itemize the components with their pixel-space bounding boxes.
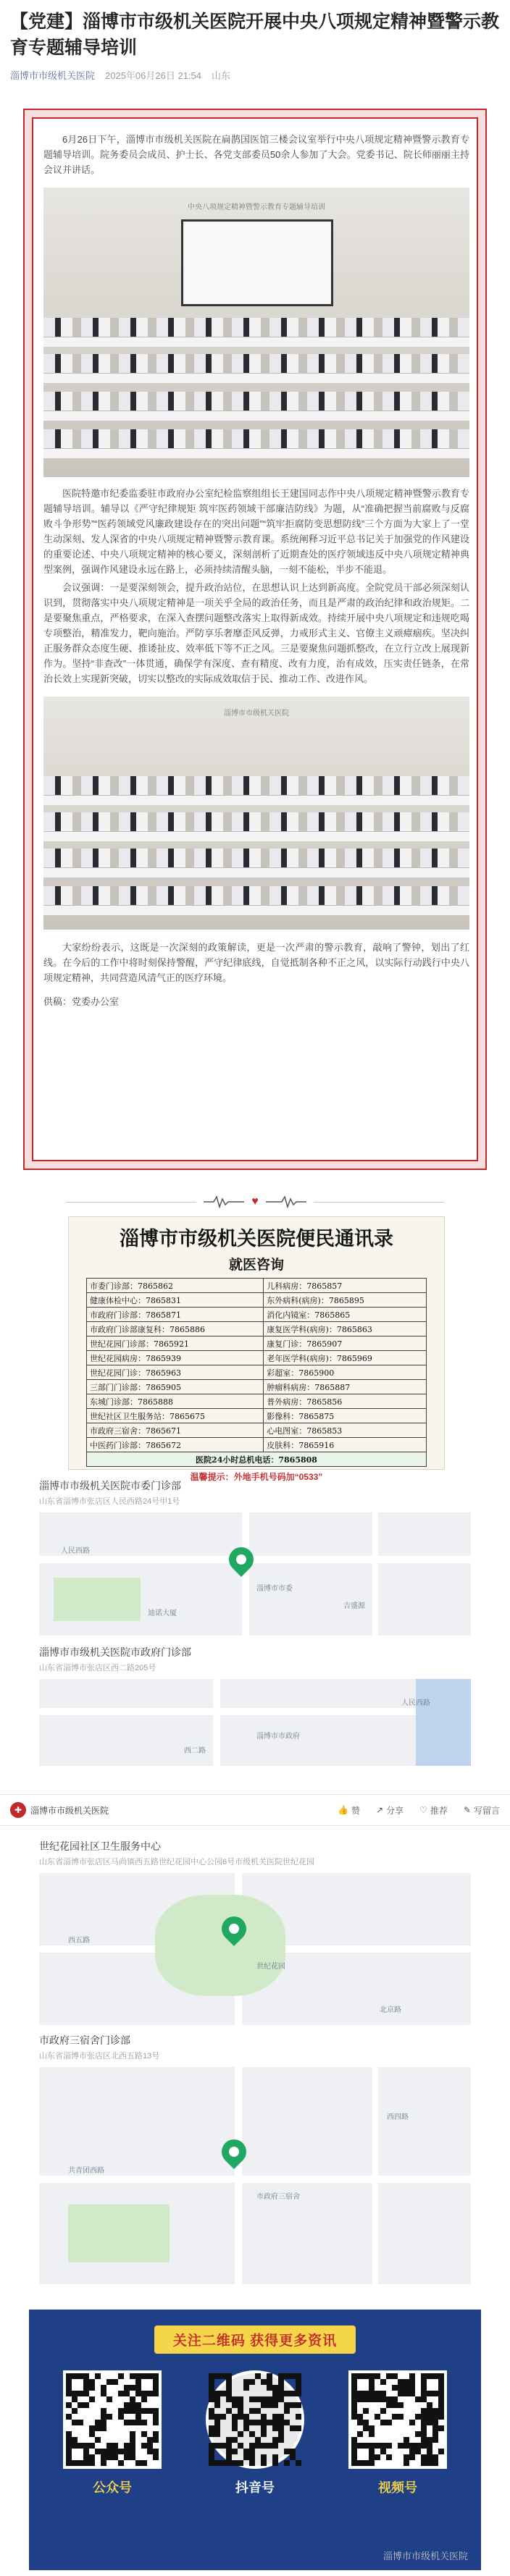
directory-cell: 彩超室：7865900 bbox=[264, 1365, 427, 1380]
map-label: 人民西路 bbox=[401, 1699, 430, 1707]
qr-code-icon[interactable] bbox=[348, 2370, 447, 2469]
comment-button[interactable]: ✎ 写留言 bbox=[463, 1805, 500, 1816]
directory-row bbox=[87, 1337, 427, 1351]
like-button[interactable]: 👍 赞 bbox=[338, 1805, 361, 1816]
directory-cell: 市政府三宿舍：7865671 bbox=[87, 1423, 264, 1438]
share-bar-account[interactable]: 淄博市市级机关医院 bbox=[30, 1805, 109, 1816]
directory-row bbox=[87, 1293, 427, 1308]
article-share-bar bbox=[0, 1794, 510, 1826]
directory-row bbox=[87, 1394, 427, 1409]
directory-cell: 市政府门诊部康复科：7865886 bbox=[87, 1322, 264, 1337]
heart-icon: ♥ bbox=[251, 1195, 259, 1208]
qr-pattern bbox=[209, 2373, 301, 2466]
qr-label: 公众号 bbox=[93, 2480, 132, 2495]
qr-label: 抖音号 bbox=[235, 2480, 275, 2495]
map-view[interactable] bbox=[39, 1512, 471, 1636]
article-header bbox=[0, 0, 510, 80]
map-label: 世纪花园 bbox=[256, 1963, 285, 1971]
directory-footer: 温馨提示：外地手机号码加“0533” bbox=[190, 1472, 323, 1482]
directory-row bbox=[87, 1365, 427, 1380]
recommend-button[interactable]: ♡ 推荐 bbox=[419, 1805, 448, 1816]
qr-pattern bbox=[351, 2373, 444, 2466]
map-label: 淄博市市政府 bbox=[256, 1733, 300, 1741]
map-label: 北京路 bbox=[380, 2006, 401, 2014]
map-label: 西五路 bbox=[68, 1937, 90, 1945]
map-label: 西二路 bbox=[184, 1747, 206, 1755]
hospital-logo-icon: ✚ bbox=[10, 1802, 26, 1818]
directory-subtitle: 就医咨询 bbox=[228, 1257, 284, 1273]
directory-row bbox=[87, 1351, 427, 1365]
qr-heading: 关注二维码 获得更多资讯 bbox=[29, 2325, 481, 2354]
directory-cell: 市政府门诊部：7865871 bbox=[87, 1308, 264, 1322]
directory-cell: 心电图室：7865853 bbox=[264, 1423, 427, 1438]
directory-row bbox=[87, 1423, 427, 1438]
map-card-2[interactable] bbox=[39, 1645, 471, 1766]
map-view[interactable] bbox=[39, 2067, 471, 2284]
directory-cell: 三部门门诊部：7865905 bbox=[87, 1380, 264, 1394]
share-button[interactable]: ↗ 分享 bbox=[376, 1805, 404, 1816]
publish-date: 2025年06月26日 21:54 bbox=[105, 70, 201, 81]
directory-title: 淄博市市级机关医院便民通讯录 bbox=[120, 1228, 393, 1250]
directory-cell: 健康体检中心：7865831 bbox=[87, 1293, 264, 1308]
directory-cell: 消化内镜室：7865865 bbox=[264, 1308, 427, 1322]
map-label: 迪诺大厦 bbox=[148, 1609, 177, 1617]
directory-row bbox=[87, 1279, 427, 1293]
map-location-address: 山东省淄博市张店区西二路205号 bbox=[39, 1664, 156, 1672]
heartbeat-icon bbox=[204, 1195, 244, 1209]
meeting-photo-1 bbox=[43, 188, 469, 477]
article-body bbox=[43, 132, 469, 1149]
map-location-address: 山东省淄博市张店区马尚镇西五路世纪花园中心公园6号市级机关医院世纪花园 bbox=[39, 1858, 315, 1866]
projector-screen bbox=[181, 219, 333, 306]
heart-outline-icon: ♡ bbox=[419, 1805, 427, 1815]
directory-cell: 康复医学科(病房)：7865863 bbox=[264, 1322, 427, 1337]
directory-cell: 东外病科(病房)：7865895 bbox=[264, 1293, 427, 1308]
directory-row bbox=[87, 1380, 427, 1394]
qr-video-account[interactable] bbox=[343, 2370, 452, 2496]
map-label: 市政府三宿舍 bbox=[256, 2193, 300, 2201]
hotline-row bbox=[87, 1452, 427, 1467]
map-location-name: 淄博市市级机关医院市政府门诊部 bbox=[39, 1646, 191, 1658]
contributor-signoff: 供稿：党委办公室 bbox=[43, 996, 120, 1007]
directory-cell: 东城门诊部：7865888 bbox=[87, 1394, 264, 1409]
map-label: 人民西路 bbox=[61, 1547, 90, 1555]
paragraph-conclusion: 大家纷纷表示，这既是一次深刻的政策解读，更是一次严肃的警示教育，敲响了警钟，划出了红线。在今后的工作中将时刻保持警醒，严守纪律底线，自觉抵制各种不正之风，以实际行动践行中央八项规定精神，共同营造风清气正的医疗环境。 bbox=[43, 942, 469, 983]
directory-cell: 儿科病房：7865857 bbox=[264, 1279, 427, 1293]
photo-wall-caption: 中央八项规定精神暨警示教育专题辅导培训 bbox=[188, 203, 325, 211]
map-card-3[interactable] bbox=[39, 1839, 471, 2025]
comment-icon: ✎ bbox=[463, 1805, 471, 1815]
phone-table bbox=[86, 1278, 427, 1467]
directory-cell: 影像科：7865875 bbox=[264, 1409, 427, 1423]
qr-code-icon[interactable] bbox=[206, 2370, 304, 2469]
directory-row bbox=[87, 1409, 427, 1423]
directory-cell: 中医药门诊部：7865672 bbox=[87, 1438, 264, 1452]
qr-pattern bbox=[66, 2373, 159, 2466]
account-name-link[interactable]: 淄博市市级机关医院 bbox=[10, 70, 96, 81]
section-divider bbox=[0, 1187, 510, 1216]
meeting-photo-2 bbox=[43, 696, 469, 930]
qr-official-account[interactable] bbox=[58, 2370, 167, 2496]
qr-label: 视频号 bbox=[378, 2480, 417, 2495]
map-view[interactable] bbox=[39, 1873, 471, 2025]
paragraph-intro: 6月26日下午，淄博市市级机关医院在扁鹊国医馆三楼会议室举行中央八项规定精神暨警示教育专题辅导培训。院务委员会成员、护士长、各党支部委员50余人参加了大会。党委书记、院长师丽丽主持会议并讲话。 bbox=[43, 134, 469, 175]
map-label: 吉盛源 bbox=[343, 1602, 365, 1610]
paragraph-emphasis: 会议强调：一是要深刻领会，提升政治站位，在思想认识上达到新高度。全院党员干部必须深刻认识到，贯彻落实中央八项规定精神是一项关乎全局的政治任务，而且是严肃的政治纪律和政治规矩。二是要聚焦重点，严格要求，在深入查摆问题整改落实上取得新成效。持续开展中央八项规定和违规吃喝专项整治，精准发力，靶向施治。严防享乐奢靡歪风反弹，力戒形式主义、官僚主义顽瘴痼疾。坚决纠正服务群众态度生硬、推诿扯皮、效率低下等不正之风。三是要聚焦问题抓整改，在立行立改上展现新作为。坚持“非查改”一体贯通，确保学有深度、查有精度、改有力度，治有成效，压实责任链条，在常治长效上实现新突破，切实以整改的实际成效取信于民、推动工作、改进作风。 bbox=[43, 582, 469, 684]
photo-wall-caption-2: 淄博市市级机关医院 bbox=[224, 710, 289, 717]
map-location-name: 淄博市市级机关医院市委门诊部 bbox=[39, 1480, 181, 1491]
location-pin-icon[interactable] bbox=[217, 2134, 251, 2169]
directory-row bbox=[87, 1322, 427, 1337]
map-location-address: 山东省淄博市张店区北西五路13号 bbox=[39, 2052, 160, 2061]
map-label: 共青团西路 bbox=[68, 2167, 104, 2175]
directory-cell: 世纪花园门诊：7865963 bbox=[87, 1365, 264, 1380]
map-card-4[interactable] bbox=[39, 2033, 471, 2284]
article-meta bbox=[10, 68, 500, 82]
qr-code-icon[interactable] bbox=[63, 2370, 162, 2469]
contact-directory bbox=[68, 1216, 445, 1482]
directory-cell: 世纪花园门诊部：7865921 bbox=[87, 1337, 264, 1351]
directory-cell: 康复门诊：7865907 bbox=[264, 1337, 427, 1351]
map-location-address: 山东省淄博市张店区人民西路24号甲1号 bbox=[39, 1497, 180, 1506]
follow-qr-panel bbox=[29, 2310, 481, 2570]
directory-cell: 世纪花园病房：7865939 bbox=[87, 1351, 264, 1365]
share-icon: ↗ bbox=[376, 1805, 384, 1815]
map-label: 西四路 bbox=[387, 2113, 409, 2121]
directory-cell: 肿瘤科病房：7865887 bbox=[264, 1380, 427, 1394]
location-pin-icon[interactable] bbox=[224, 1542, 259, 1577]
map-location-name: 世纪花园社区卫生服务中心 bbox=[39, 1840, 161, 1852]
publish-location: 山东 bbox=[212, 70, 231, 81]
article-title: 【党建】淄博市市级机关医院开展中央八项规定精神暨警示教育专题辅导培训 bbox=[10, 12, 500, 58]
map-view[interactable] bbox=[39, 1679, 471, 1766]
hotline-text: 医院24小时总机电话：7865808 bbox=[87, 1452, 427, 1467]
directory-row bbox=[87, 1308, 427, 1322]
directory-cell: 市委门诊部：7865862 bbox=[87, 1279, 264, 1293]
directory-cell: 世纪社区卫生服务站：7865675 bbox=[87, 1409, 264, 1423]
map-label: 淄博市市委 bbox=[256, 1585, 293, 1593]
thumbs-up-icon: 👍 bbox=[338, 1805, 349, 1815]
paragraph-training: 医院特邀市纪委监委驻市政府办公室纪检监察组组长王建国同志作中央八项规定精神暨警示教育专题辅导培训。辅导以《严守纪律规矩 筑牢医药领域干部廉洁防线》为题，从“准确把握当前腐败与反腐败斗争形势”“医药领域党风廉政建设存在的突出问题”“筑牢拒腐防变思想防线”三个方面为大家上了一堂生动深刻、发人深省的中央八项规定精神暨警示教育课。系统阐释习近平总书记关于加强党的作风建设的重要论述、中央八项规定精神的核心要义，深刻剖析了近期查处的医疗领域违反中央八项规定精神典型案例，强调作风建设永远在路上，必须持续清醒头脑，一刻不能松，半步不能退。 bbox=[43, 488, 469, 575]
heartbeat-icon-right bbox=[266, 1195, 306, 1209]
article-frame bbox=[23, 109, 487, 1170]
directory-cell: 皮肤科：7865916 bbox=[264, 1438, 427, 1452]
directory-cell: 普外病房：7865856 bbox=[264, 1394, 427, 1409]
directory-row bbox=[87, 1438, 427, 1452]
map-location-name: 市政府三宿舍门诊部 bbox=[39, 2034, 130, 2046]
qr-douyin[interactable] bbox=[201, 2370, 309, 2496]
watermark-text: 淄博市市级机关医院 bbox=[382, 2551, 468, 2562]
map-card-1[interactable] bbox=[39, 1478, 471, 1636]
directory-cell: 老年医学科(病房)：7865969 bbox=[264, 1351, 427, 1365]
